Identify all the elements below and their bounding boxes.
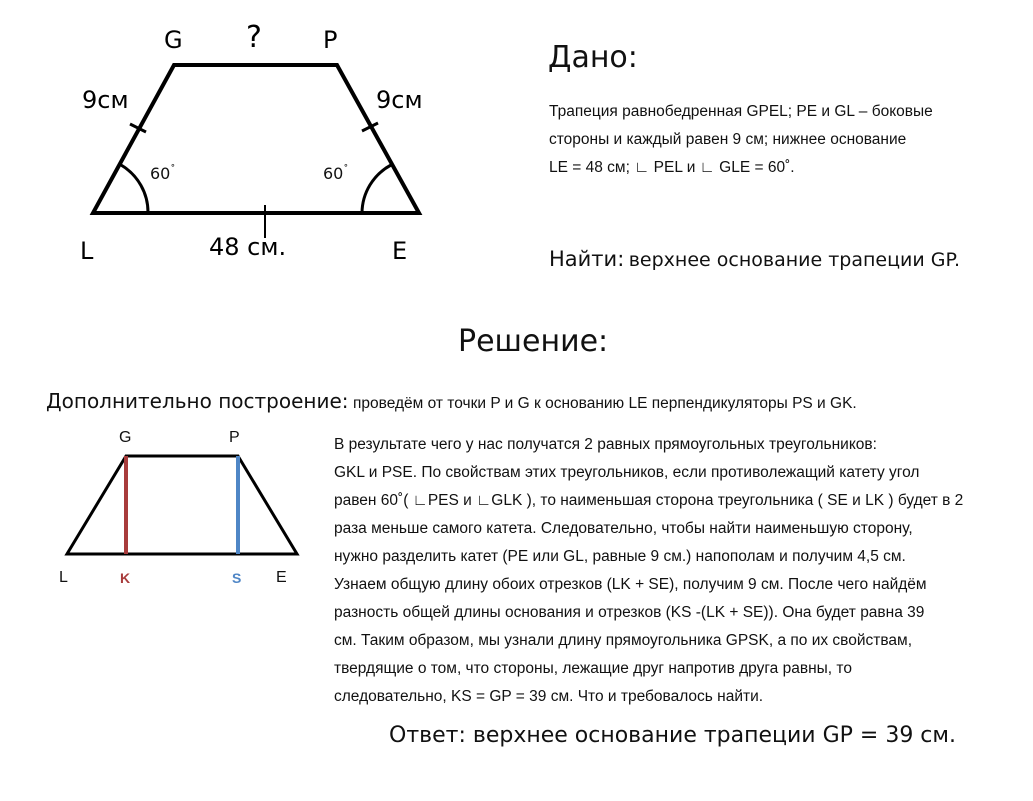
construction-label: Дополнительно построение: xyxy=(46,389,349,413)
fig2-vertex-l: L xyxy=(59,569,68,586)
explanation-line: нужно разделить катет (PE или GL, равные 9 см.) напополам и получим 4,5 см. xyxy=(334,548,906,565)
find-text: верхнее основание трапеции GP. xyxy=(628,249,961,271)
given-line: стороны и каждый равен 9 см; нижнее основание xyxy=(549,131,907,148)
given-title: Дано: xyxy=(548,40,638,75)
angle-arc-left xyxy=(121,165,148,213)
solution-title: Решение: xyxy=(458,324,609,359)
side-left-length: 9см xyxy=(82,86,129,114)
trapezoid-figure-2 xyxy=(0,420,320,600)
bottom-base-length: 48 см. xyxy=(209,233,287,261)
construction-text: проведём от точки P и G к основанию LE перпендикуляторы PS и GK. xyxy=(353,395,857,412)
angle-arc-right xyxy=(362,165,391,213)
explanation-line: равен 60˚( ∟PES и ∟GLK ), то наименьшая сторона треугольника ( SE и LK ) будет в 2 xyxy=(334,492,964,509)
fig2-point-s: S xyxy=(232,570,242,586)
trapezoid-shape xyxy=(93,65,419,213)
angle-left-value: 60˚ xyxy=(150,164,176,183)
given-text xyxy=(549,98,1019,182)
explanation-line: Узнаем общую длину обоих отрезков (LK + SE), получим 9 см. После чего найдём xyxy=(334,576,927,593)
side-right-length: 9см xyxy=(376,86,423,114)
given-line: Трапеция равнобедренная GPEL; PE и GL – боковые xyxy=(549,103,933,120)
vertex-e: E xyxy=(392,237,408,265)
fig2-point-k: K xyxy=(120,570,131,586)
fig2-vertex-p: P xyxy=(229,429,240,446)
find-label: Найти: xyxy=(549,247,625,271)
construction-line xyxy=(46,389,857,418)
explanation-line: см. Таким образом, мы узнали длину прямоугольника GPSK, а по их свойствам, xyxy=(334,632,913,649)
vertex-l: L xyxy=(80,237,94,265)
vertex-g: G xyxy=(164,26,183,54)
explanation-line: В результате чего у нас получатся 2 равных прямоугольных треугольников: xyxy=(334,436,877,453)
angle-right-value: 60˚ xyxy=(323,164,349,183)
fig2-vertex-g: G xyxy=(119,429,132,446)
explanation-line: твердящие о том, что стороны, лежащие друг напротив друга равны, то xyxy=(334,660,852,677)
given-line: LE = 48 см; ∟ PEL и ∟ GLE = 60˚. xyxy=(549,159,795,176)
explanation-line: раза меньше самого катета. Следовательно, чтобы найти наименьшую сторону, xyxy=(334,520,913,537)
find-line xyxy=(549,247,960,271)
answer-text: Ответ: верхнее основание трапеции GP = 39 см. xyxy=(389,723,956,748)
explanation-line: следовательно, KS = GP = 39 см. Что и требовалось найти. xyxy=(334,688,764,705)
explanation-line: GKL и PSE. По свойствам этих треугольников, если противолежащий катету угол xyxy=(334,464,920,481)
vertex-p: P xyxy=(323,26,338,54)
explanation-text xyxy=(334,431,1024,711)
unknown-question-mark: ? xyxy=(246,20,262,55)
fig2-vertex-e: E xyxy=(276,569,287,586)
trapezoid-shape-2 xyxy=(67,456,297,554)
explanation-line: разность общей длины основания и отрезков (KS -(LK + SE)). Она будет равна 39 xyxy=(334,604,925,621)
